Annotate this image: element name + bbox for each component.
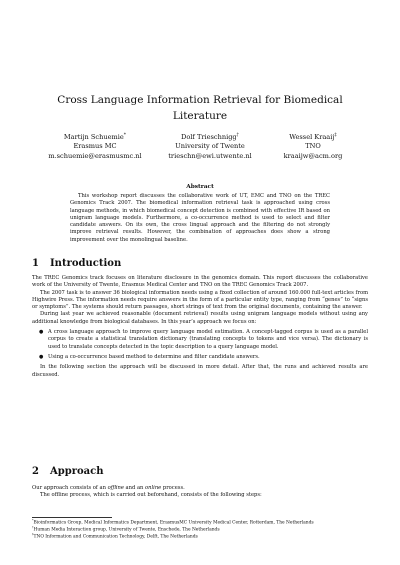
footnotes bbox=[32, 520, 368, 541]
bullet-icon: ● bbox=[39, 329, 44, 336]
footnote-mark: * bbox=[32, 518, 34, 522]
emphasis-online: online bbox=[145, 485, 162, 491]
footnote-text: Bioinformatics Group, Medical Informatics Department, ErasmusMC University Medical Center, Rotterdam, The Netherlands bbox=[33, 520, 314, 526]
bullet-icon: ● bbox=[39, 353, 44, 360]
abstract-heading: Abstract bbox=[186, 184, 214, 190]
author-2 bbox=[160, 133, 260, 161]
section-title: Introduction bbox=[50, 258, 122, 269]
list-item bbox=[32, 354, 368, 361]
footnote bbox=[32, 531, 368, 541]
paragraph: During last year we achieved reasonable (document retrieval) results using unigram language models without using any additional knowledge from biological databases. In this year’s approach we focus on: bbox=[32, 311, 368, 325]
author-name: Dolf Trieschnigg bbox=[181, 133, 237, 141]
paragraph: The TREC Genomics track focuses on literature disclosure in the genomics domain. This report discusses the collaborative work of the University of Twente, Erasmus Medical Center and TNO on the TREC Genomics Track 2007. bbox=[32, 275, 368, 289]
author-email: trieschn@ewi.utwente.nl bbox=[168, 151, 252, 160]
text-run: Our approach consists of an bbox=[32, 485, 108, 491]
bullet-list bbox=[32, 329, 368, 361]
section-title: Approach bbox=[50, 466, 104, 477]
footnote bbox=[32, 524, 368, 534]
paragraph: The 2007 task is to answer 36 biological information needs using a fixed collection of around 160.000 full-text articles from Highwire Press. The information needs require answers in the form of a particular entity type, ranging from “genes” to “signs or symptoms”. The systems should return passages, short strings of text from the original documents, containing the answer. bbox=[32, 289, 368, 311]
author-email: kraaijw@acm.org bbox=[283, 151, 343, 160]
abstract-text: This workshop report discusses the collaborative work of UT, EMC and TNO on the TREC Genomics Track 2007. The biomedical information retrieval task is approached using cross language methods, in which biomedical concept detection is combined with effective IR based on unigram language models. Furthermore, a co-occurrence method is used to select and filter candidate answers. On its own, the cross lingual approach and the filtering do not strongly improve retrieval results. However, the combination of approaches does show a strong improvement over the monolingual baseline. bbox=[70, 193, 330, 243]
author-affiliation: TNO bbox=[305, 142, 321, 151]
footnote-divider bbox=[32, 517, 112, 518]
introduction-body bbox=[32, 275, 368, 379]
paragraph: The offline process, which is carried out beforehand, consists of the following steps: bbox=[40, 492, 262, 499]
list-item-text: A cross language approach to improve query language model estimation. A concept-tagged corpus is used as a parallel corpus to create a statistical translation dictionary (translating concepts to tokens and vice versa). The dictionary is used to translate concepts detected in the topic description to a query language model. bbox=[48, 329, 368, 350]
footnote-text: Human Media Interaction group, University of Twente, Enschede, The Netherlands bbox=[33, 527, 220, 533]
footnote bbox=[32, 520, 368, 527]
text-run: process. bbox=[161, 485, 185, 491]
footnote-mark: ‡ bbox=[32, 531, 34, 536]
author-name: Martijn Schuemie bbox=[63, 133, 124, 141]
section-heading-introduction bbox=[32, 258, 121, 269]
author-mark: ‡ bbox=[334, 132, 337, 138]
author-1 bbox=[40, 133, 150, 161]
author-email: m.schuemie@erasmusmc.nl bbox=[48, 151, 142, 160]
footnote-text: TNO Information and Communication Technology, Delft, The Netherlands bbox=[33, 534, 198, 540]
paragraph bbox=[32, 485, 368, 492]
list-item-text: Using a co-occurrence based method to determine and filter candidate answers. bbox=[48, 353, 260, 360]
section-number: 1 bbox=[32, 258, 39, 269]
footnote-mark: † bbox=[32, 524, 34, 529]
author-affiliation: Erasmus MC bbox=[73, 142, 117, 151]
section-number: 2 bbox=[32, 466, 39, 477]
author-name: Wessel Kraaij bbox=[289, 133, 335, 141]
section-heading-approach bbox=[32, 466, 104, 477]
emphasis-offline: offline bbox=[107, 485, 124, 491]
author-mark: † bbox=[236, 132, 239, 138]
author-mark: * bbox=[123, 132, 127, 138]
author-3 bbox=[268, 133, 358, 161]
approach-body bbox=[32, 485, 368, 500]
author-affiliation: University of Twente bbox=[175, 142, 245, 151]
text-run: and an bbox=[123, 485, 146, 491]
list-item bbox=[32, 329, 368, 351]
paragraph: In the following section the approach will be discussed in more detail. After that, the runs and achieved results are discussed. bbox=[32, 364, 368, 378]
paper-title: Cross Language Information Retrieval for Biomedical Literature bbox=[57, 94, 343, 122]
